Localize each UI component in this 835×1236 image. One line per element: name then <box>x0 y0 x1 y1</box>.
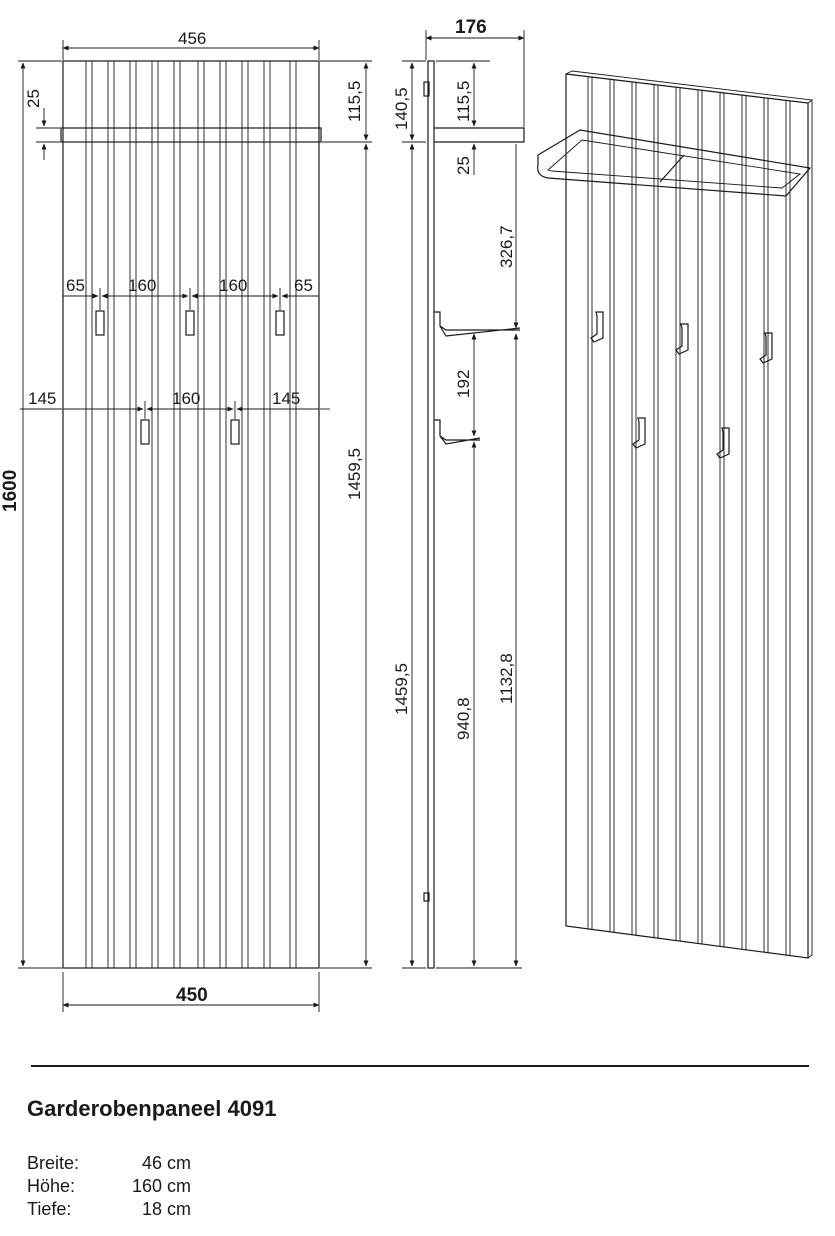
perspective-panel <box>566 74 808 958</box>
dim-width-top: 456 <box>178 29 207 48</box>
spec-value: 160 cm <box>131 1176 191 1196</box>
dim-lower-hook-height: 940,8 <box>454 697 473 740</box>
hook-upper-1 <box>96 311 104 335</box>
spec-value: 46 cm <box>141 1153 191 1173</box>
dim-rail-offset-front: 115,5 <box>345 80 364 122</box>
perspective-hook-1 <box>591 312 603 342</box>
dim-panel-height-front: 1459,5 <box>345 448 364 500</box>
dim-upper-edge-right: 65 <box>294 276 313 295</box>
front-slats <box>86 61 296 968</box>
side-hook-lower <box>434 420 480 444</box>
perspective-hook-2 <box>676 324 688 354</box>
hook-upper-2 <box>186 311 194 335</box>
hook-lower-2 <box>231 420 239 444</box>
dim-upper-gap-2: 160 <box>219 276 248 295</box>
spec-row-depth <box>27 1199 191 1220</box>
hook-upper-3 <box>276 311 284 335</box>
side-hook-upper <box>434 312 520 336</box>
dim-rail-thickness-front: 25 <box>24 89 43 108</box>
perspective-hooks <box>591 312 772 458</box>
spec-row-width <box>27 1153 191 1174</box>
product-title: Garderobenpaneel 4091 <box>27 1096 277 1121</box>
dim-rail-thickness-side: 25 <box>454 156 473 175</box>
dim-upper-hook-height: 1132,8 <box>497 653 516 704</box>
side-panel <box>428 61 434 968</box>
side-rail-arm <box>434 128 524 142</box>
dim-lower-edge-right: 145 <box>272 389 301 408</box>
perspective-view <box>538 71 812 958</box>
front-view <box>0 29 372 1012</box>
front-panel-outline <box>63 61 319 968</box>
hook-lower-1 <box>141 420 149 444</box>
spec-row-height <box>27 1176 191 1197</box>
front-hooks <box>96 311 284 444</box>
perspective-slats <box>588 77 790 956</box>
dim-upper-hook-drop: 326,7 <box>497 225 516 268</box>
spec-label: Höhe: <box>27 1176 76 1196</box>
spec-value: 18 cm <box>141 1199 191 1219</box>
dim-top-height: 140,5 <box>392 87 411 130</box>
spec-label: Breite: <box>27 1153 80 1173</box>
dim-panel-height-side: 1459,5 <box>392 663 411 715</box>
dim-rail-offset-side: 115,5 <box>454 80 473 122</box>
perspective-coat-rail <box>538 130 810 196</box>
dim-hook-spacing: 192 <box>454 369 473 398</box>
dim-height-total: 1600 <box>0 469 21 512</box>
perspective-hook-4 <box>633 418 645 448</box>
dim-width-bottom: 450 <box>176 985 208 1006</box>
front-coat-rail <box>61 128 321 142</box>
dim-lower-gap: 160 <box>172 389 201 408</box>
dim-lower-edge-left: 145 <box>28 389 57 408</box>
perspective-hook-5 <box>717 428 729 458</box>
spec-label: Tiefe: <box>27 1199 72 1219</box>
side-view <box>392 17 524 968</box>
dim-depth: 176 <box>455 17 487 38</box>
dim-upper-gap-1: 160 <box>128 276 157 295</box>
perspective-hook-3 <box>760 333 772 363</box>
dim-upper-edge-left: 65 <box>66 276 85 295</box>
